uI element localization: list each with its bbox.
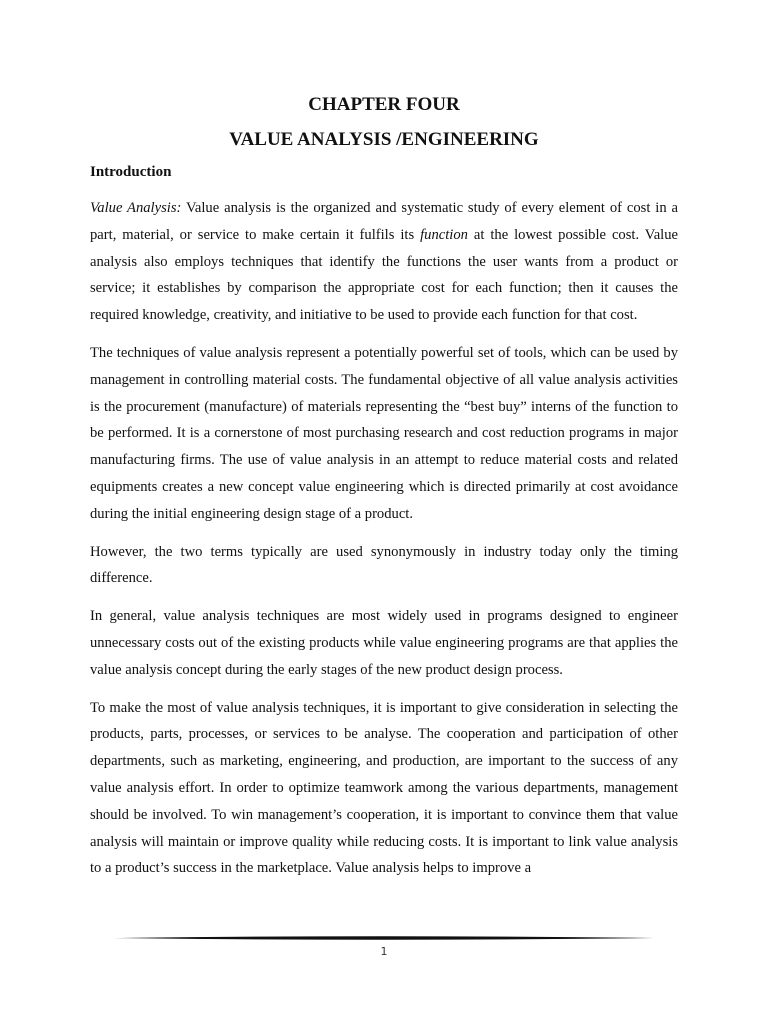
paragraph-text: at the lowest possible cost. Value analysis also employs techniques that identify the functions the user wants from a product or service; it establishes by comparison the appropriate cost for each function; then it causes the required knowledge, creativity, and initiative to be used to provide each function for that cost. <box>90 226 678 324</box>
paragraph-value-analysis <box>90 195 678 329</box>
paragraph-synonymous: However, the two terms typically are used synonymously in industry today only the timing difference. <box>90 543 678 587</box>
paragraph-techniques: The techniques of value analysis represent a potentially powerful set of tools, which can be used by management in controlling material costs. The fundamental objective of all value analysis activities is the procurement (manufacture) of materials representing the “best buy” interns of the function to be performed. It is a cornerstone of most purchasing research and cost reduction programs in major manufacturing firms. The use of value analysis in an attempt to reduce material costs and related equipments creates a new concept value engineering which is directed primarily at cost avoidance during the initial engineering design stage of a product. <box>90 344 678 522</box>
paragraph-lead-term: Value Analysis: <box>90 200 182 216</box>
body-text <box>90 195 678 893</box>
chapter-subtitle: VALUE ANALYSIS /ENGINEERING <box>229 129 539 150</box>
footer-rule <box>114 934 654 942</box>
paragraph-make-most: To make the most of value analysis techniques, it is important to give consideration in selecting the products, parts, processes, or services to be analyse. The cooperation and participation of other departments, such as marketing, engineering, and production, are important to the success of any value analysis effort. In order to optimize teamwork among the various departments, management should be involved. To win management’s cooperation, it is important to convince them that value analysis will maintain or improve quality while reducing costs. It is important to link value analysis to a product’s success in the marketplace. Value analysis helps to improve a <box>90 699 678 877</box>
section-heading: Introduction <box>90 164 172 180</box>
paragraph-general: In general, value analysis techniques are most widely used in programs designed to engineer unnecessary costs out of the existing products while value engineering programs are that applies the value analysis concept during the early stages of the new product design process. <box>90 608 678 678</box>
emphasized-term: function <box>420 226 468 243</box>
paragraph-text: Value analysis is the organized and systematic study of every element of cost in a part, material, or service to make certain it fulfils its <box>90 200 678 243</box>
page-number: 1 <box>380 945 388 958</box>
chapter-title: CHAPTER FOUR <box>308 94 460 115</box>
